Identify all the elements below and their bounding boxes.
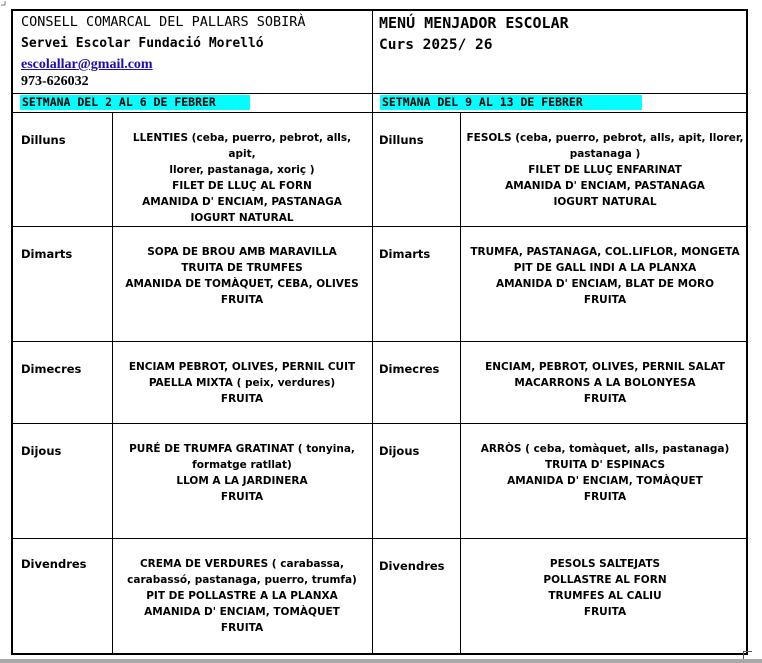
dish-item: FRUITA [583,294,627,306]
dish-item: ENCIAM, PEBROT, OLIVES, PERNIL SALAT [485,361,725,373]
dish-item: llorer, pastanaga, xoriç ) [169,164,315,176]
week-2-day-monday: Dilluns [379,133,424,147]
dish-item: AMANIDA D' ENCIAM, BLAT DE MORO [495,278,715,290]
dish-item: FESOLS (ceba, puerro, pebrot, alls, apit, llorer, [466,132,744,144]
dish-item: FRUITA [583,606,627,618]
week-1-wednesday-menu [119,359,365,407]
service-name: Servei Escolar Fundació Morelló [21,36,264,51]
dish-item: IOGURT NATURAL [190,212,294,224]
dish-item: LLENTIES (ceba, puerro, pebrot, alls, apit, [132,132,352,160]
week-2-friday-menu [464,556,746,620]
dish-item: AMANIDA DE TOMÀQUET, CEBA, OLIVES [125,278,359,290]
dish-item: AMANIDA D' ENCIAM, PASTANAGA [142,196,342,208]
dish-item: PESOLS SALTEJATS [549,558,661,570]
menu-title: MENÚ MENJADOR ESCOLAR [379,14,569,32]
week-1-thursday-menu [119,441,365,505]
week-2-thursday-menu [464,441,746,505]
dish-item: AMANIDA D' ENCIAM, TOMÀQUET [144,606,340,618]
row-divider-dimecres [13,423,746,424]
phone-number: 973-626032 [21,74,89,89]
row-divider-dilluns [13,226,746,227]
center-divider [372,11,373,653]
week-2-wednesday-menu [464,359,746,407]
week-1-day-wednesday: Dimecres [21,362,82,376]
week-1-friday-menu [119,556,365,636]
week-2-monday-menu [464,130,746,210]
dish-item: TRUMFES AL CALIU [548,590,662,602]
dish-item: POLLASTRE AL FORN [543,574,667,586]
week-2-tuesday-menu [464,244,746,308]
dish-item: TRUITA D' ESPINACS [544,459,666,471]
week-1-label: SETMANA DEL 2 AL 6 DE FEBRER [20,95,250,110]
page-corner-icon [743,651,752,659]
week-1-tuesday-menu [119,244,365,308]
dish-item: FRUITA [583,491,627,503]
week-row-divider [13,112,746,113]
dish-item: FILET DE LLUÇ AL FORN [172,180,312,192]
dish-item: ENCIAM PEBROT, OLIVES, PERNIL CUIT [128,361,356,373]
right-day-column-divider [460,112,461,653]
row-divider-dijous [13,538,746,539]
dish-item: PIT DE POLLASTRE A LA PLANXA [146,590,338,602]
dish-item: carabassó, pastanaga, puerro, trumfa) [127,574,357,586]
dish-item: AMANIDA D' ENCIAM, PASTANAGA [505,180,705,192]
dish-item: LLOM A LA JARDINERA [176,475,308,487]
dish-item: pastanaga ) [569,148,641,160]
dish-item: ARRÒS ( ceba, tomàquet, alls, pastanaga) [480,443,730,455]
dish-item: FRUITA [583,393,627,405]
dish-item: TRUITA DE TRUMFES [181,262,303,274]
week-1-day-tuesday: Dimarts [21,247,73,261]
dish-item: FRUITA [220,622,264,634]
email-link[interactable]: escolallar@gmail.com [21,57,153,72]
left-day-column-divider [112,112,113,653]
dish-item: MACARRONS A LA BOLONYESA [514,377,696,389]
week-1-day-thursday: Dijous [21,444,62,458]
dish-item: PIT DE GALL INDI A LA PLANXA [513,262,697,274]
page-boundary [0,659,762,663]
week-2-day-friday: Divendres [379,559,445,573]
week-1-monday-menu [119,130,365,226]
dish-item: PURÉ DE TRUMFA GRATINAT ( tonyina, [129,443,355,455]
course-year: Curs 2025/ 26 [379,37,493,53]
row-divider-dimarts [13,341,746,342]
dish-item: SOPA DE BROU AMB MARAVILLA [147,246,337,258]
dish-item: FRUITA [220,294,264,306]
header-divider [13,93,746,94]
week-2-day-tuesday: Dimarts [379,247,431,261]
text-boundary-corner-icon [1,1,11,11]
dish-item: IOGURT NATURAL [553,196,657,208]
dish-item: TRUMFA, PASTANAGA, COL.LIFLOR, MONGETA [470,246,740,258]
dish-item: FRUITA [220,393,264,405]
dish-item: CREMA DE VERDURES ( carabassa, [139,558,345,570]
week-2-day-wednesday: Dimecres [379,362,440,376]
dish-item: formatge ratllat) [192,459,292,471]
week-2-label: SETMANA DEL 9 AL 13 DE FEBRER [380,95,642,110]
week-1-day-friday: Divendres [21,557,87,571]
dish-item: FRUITA [220,491,264,503]
dish-item: PAELLA MIXTA ( peix, verdures) [148,377,336,389]
week-1-day-monday: Dilluns [21,133,66,147]
week-2-day-thursday: Dijous [379,444,420,458]
dish-item: AMANIDA D' ENCIAM, TOMÀQUET [507,475,703,487]
dish-item: FILET DE LLUÇ ENFARINAT [528,164,682,176]
organization-name: CONSELL COMARCAL DEL PALLARS SOBIRÀ [21,14,306,30]
